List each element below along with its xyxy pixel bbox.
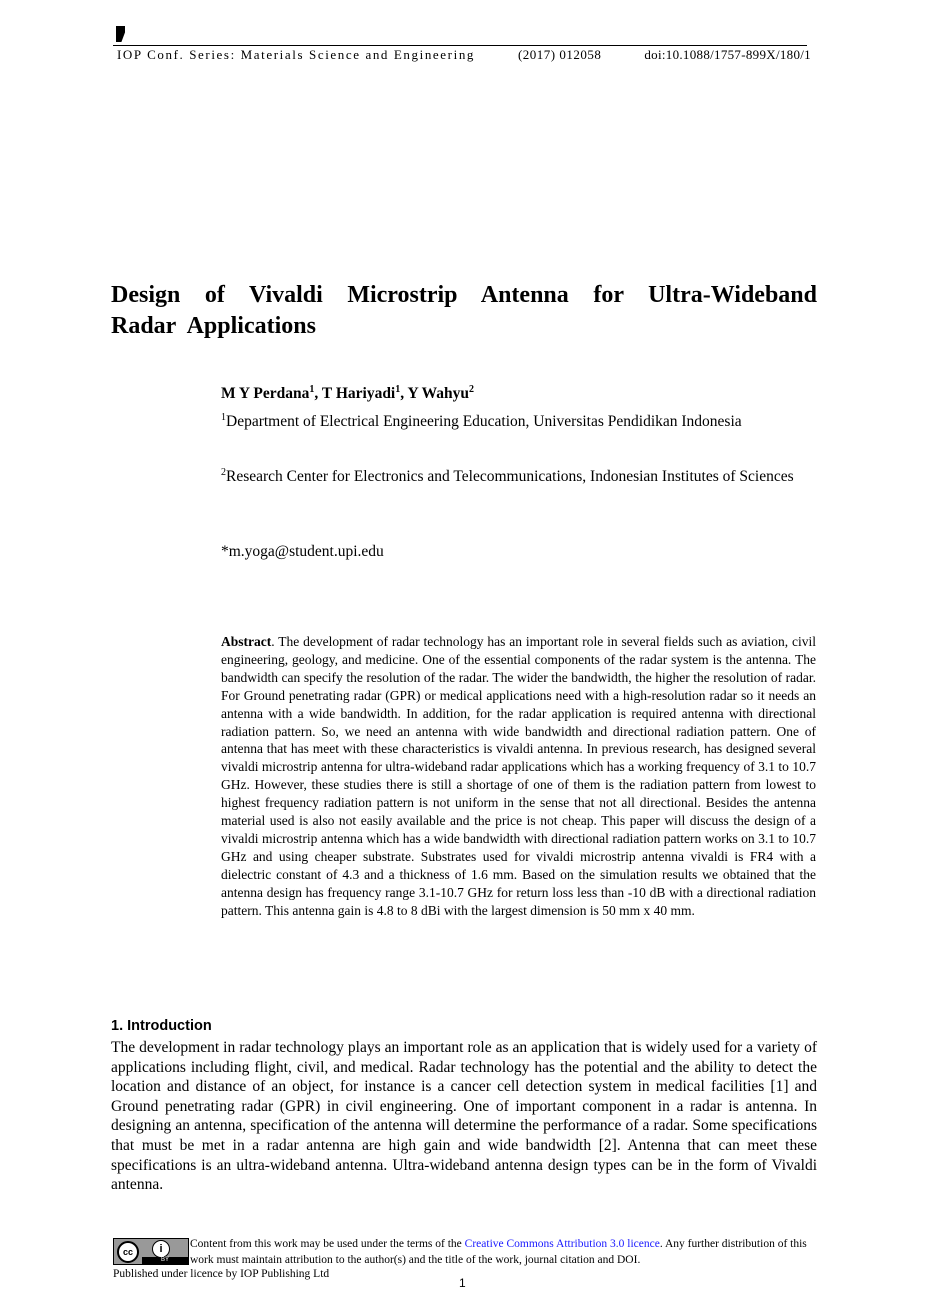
attribution-person-icon: i	[152, 1240, 170, 1258]
license-link[interactable]: Creative Commons Attribution 3.0 licence	[464, 1238, 660, 1250]
publisher-note: Published under licence by IOP Publishing Ltd	[113, 1268, 330, 1280]
header-doi: doi:10.1088/1757-899X/180/1	[644, 47, 811, 62]
author-list: M Y Perdana$^1$, T Hariyadi$^1$, Y Wahyu$^2$	[221, 383, 475, 402]
cc-icon: cc	[117, 1241, 139, 1263]
page-number: 1	[459, 1276, 466, 1290]
author: Y Wahyu	[407, 385, 470, 402]
abstract-text: . The development of radar technology has an important role in several fields such as aviation, civil engineering, geology, and medicine. One of the essential components of the radar system is the antenna. The bandwidth can specify the resolution of the radar. The wider the bandwidth, the higher the resolution of radar. For Ground penetrating radar (GPR) or medical applications need with a high-resolution radar so it needs an antenna with a wide bandwidth. In addition, for the radar application is required antenna with directional radiation pattern. So, we need an antenna with wide bandwidth and directional radiation pattern. One of antenna that has meet with these characteristics is vivaldi antenna. In previous research, has designed several vivaldi microstrip antenna for ultra-wideband radar applications which has a working frequency of 3.1 to 10.7 GHz. However, these studies there is still a shortage of one of them is the radiation pattern from lowest to highest frequency radiation pattern is not uniform in the sense that not all directional. Besides the antenna material used is also not easily available and the price is not cheap. This paper will discuss the design of a vivaldi microstrip antenna which has a wide bandwidth with directional radiation pattern works on 3.1 to 10.7 GHz and using cheaper substrate. Substrates used for vivaldi microstrip antenna vivaldi is FR4 with a dielectric constant of 4.3 and a thickness of 1.6 mm. Based on the simulation results we obtained that the antenna design has frequency range 3.1-10.7 GHz for return loss less than -10 dB with a directional radiation pattern. This antenna gain is 4.8 to 8 dBi with the largest dimension is 50 mm x 40 mm.	[221, 634, 816, 918]
abstract-label: Abstract	[221, 634, 272, 649]
header-volume: (2017) 012058	[517, 47, 602, 62]
author-email[interactable]: *m.yoga@student.upi.edu	[221, 543, 384, 560]
affiliation: $^2$Research Center for Electronics and Telecommunications, Indonesian Institutes of Sciences	[221, 466, 794, 485]
abstract	[221, 633, 816, 920]
cc-by-license-badge[interactable]	[113, 1238, 189, 1265]
section-heading: 1. Introduction	[111, 1018, 212, 1034]
license-notice: Content from this work may be used under the terms of the Creative Commons Attribution 3.0 licence. Any further distribution of this work must maintain attribution to the author(s) and the title of the work, journal citation and DOI.	[190, 1238, 807, 1266]
header-rule	[113, 45, 807, 46]
running-header	[117, 47, 811, 63]
paper-title: Design of Vivaldi Microstrip Antenna for Ultra-Wideband Radar Applications	[111, 282, 817, 339]
author: M Y Perdana	[221, 385, 310, 402]
header-series: IOP Conf. Series: Materials Science and Engineering	[117, 47, 476, 62]
by-label: BY	[142, 1257, 188, 1264]
affiliation: $^1$Department of Electrical Engineering Education, Universitas Pendidikan Indonesia	[221, 411, 742, 430]
author: T Hariyadi	[321, 385, 396, 402]
section-body: The development in radar technology plays an important role as an application that is widely used for a variety of applications including flight, civil, and medical. Radar technology has the potential and the ability to detect the location and distance of an object, for instance is a cancer cell detection system in medical facilities [1] and Ground penetrating radar (GPR) in civil engineering. One of important component in a radar is antenna. In designing an antenna, specification of the antenna will determine the performance of a radar. Some specifications that must be met in a radar antenna are high gain and wide bandwidth [2]. Antenna that can meet these specifications is an ultra-wideband antenna. Ultra-wideband antenna design types can be in the form of Vivaldi antenna.	[111, 1039, 817, 1194]
header-logo-icon	[116, 26, 125, 42]
